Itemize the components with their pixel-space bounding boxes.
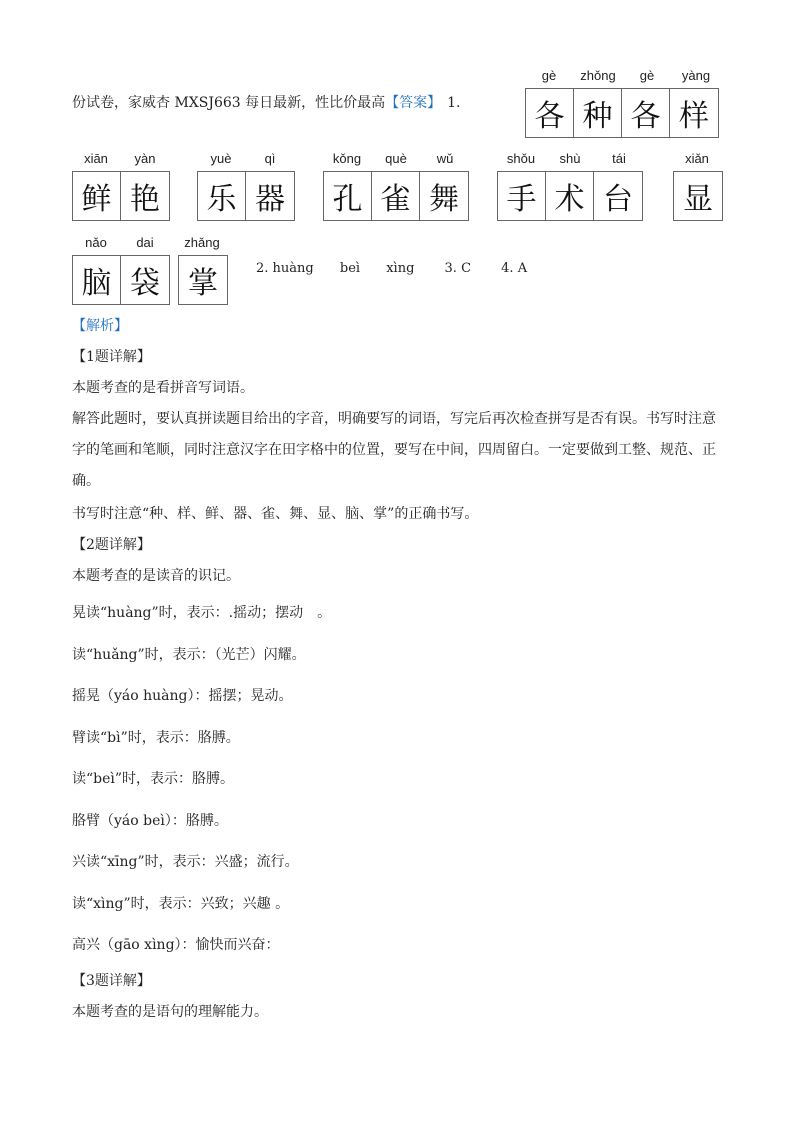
jiexi-heading: 【解析】 bbox=[72, 318, 128, 334]
text-line: 本题考查的是语句的理解能力。 bbox=[72, 1004, 268, 1020]
answer-q3: 3. C bbox=[444, 261, 472, 276]
char-cell: 术 bbox=[546, 172, 594, 220]
section-heading-2: 【2题详解】 bbox=[72, 537, 151, 553]
char-cell: 台 bbox=[603, 182, 633, 217]
pinyin: dai bbox=[136, 235, 154, 250]
char-box bbox=[72, 255, 170, 305]
char-box bbox=[178, 255, 228, 305]
text-line: 书写时注意“种、样、鲜、器、雀、舞、显、脑、掌”的正确书写。 bbox=[72, 506, 479, 522]
answer-q2-b: beì bbox=[339, 261, 361, 276]
pinyin: zhǒng bbox=[580, 68, 616, 83]
text-line: 本题考查的是读音的识记。 bbox=[72, 568, 240, 584]
char-cell: 显 bbox=[683, 182, 713, 217]
text-line: 兴读“xīng”时，表示：兴盛；流行。 bbox=[72, 854, 299, 870]
pinyin: yàng bbox=[681, 68, 711, 83]
pinyin: yàn bbox=[134, 151, 156, 166]
text-line: 摇晃（yáo huàng）：摇摆；晃动。 bbox=[72, 688, 293, 704]
char-cell: 种 bbox=[574, 89, 622, 137]
text-paragraph: 解答此题时，要认真拼读题目给出的字音，明确要写的词语，写完后再次检查拼写是否有误。书写时注意字的笔画和笔顺，同时注意汉字在田字格中的位置，要写在中间，四周留白。一定要做到工整、规范、正确。 bbox=[72, 411, 716, 489]
char-box bbox=[497, 171, 643, 221]
question-number: 1. bbox=[447, 95, 461, 111]
pinyin: tái bbox=[612, 151, 626, 166]
pinyin: shù bbox=[559, 151, 581, 166]
pinyin: nǎo bbox=[85, 235, 107, 250]
section-heading-1: 【1题详解】 bbox=[72, 349, 151, 365]
char-box bbox=[72, 171, 170, 221]
char-cell: 艳 bbox=[130, 182, 160, 217]
pinyin: kǒng bbox=[332, 151, 362, 166]
char-cell: 各 bbox=[526, 89, 574, 137]
pinyin: shǒu bbox=[506, 151, 536, 166]
pinyin: wǔ bbox=[436, 151, 454, 166]
char-cell: 鲜 bbox=[73, 172, 121, 220]
pinyin: xiān bbox=[84, 151, 108, 166]
char-cell: 各 bbox=[622, 89, 670, 137]
char-cell: 袋 bbox=[130, 266, 160, 301]
char-cell: 器 bbox=[255, 182, 285, 217]
pinyin: què bbox=[385, 151, 407, 166]
pinyin: yuè bbox=[210, 151, 232, 166]
header-line bbox=[72, 92, 461, 112]
answer-tag: 【答案】 bbox=[385, 95, 442, 111]
char-box bbox=[323, 171, 469, 221]
char-box bbox=[525, 88, 719, 138]
char-cell: 乐 bbox=[198, 172, 246, 220]
char-box bbox=[673, 171, 723, 221]
char-box bbox=[197, 171, 295, 221]
text-line: 本题考查的是看拼音写词语。 bbox=[72, 380, 254, 396]
text-line: 读“xìng”时，表示：兴致；兴趣 。 bbox=[72, 896, 290, 912]
char-cell: 雀 bbox=[372, 172, 420, 220]
char-cell: 脑 bbox=[73, 256, 121, 304]
text-line: 晃读“huàng”时，表示：.摇动；摆动 。 bbox=[72, 605, 332, 621]
pinyin: gè bbox=[541, 68, 557, 83]
char-cell: 样 bbox=[679, 99, 709, 134]
char-cell: 掌 bbox=[188, 266, 218, 301]
text-line: 胳臂（yáo beì）：胳膊。 bbox=[72, 813, 228, 829]
pinyin: gè bbox=[639, 68, 655, 83]
char-cell: 孔 bbox=[324, 172, 372, 220]
header-ad-text: 份试卷，家威杏 MXSJ663 每日最新，性比价最高 bbox=[72, 95, 386, 111]
answer-q4: 4. A bbox=[501, 261, 528, 276]
text-line: 高兴（gāo xìng）：愉快而兴奋： bbox=[72, 937, 280, 953]
text-line: 读“huǎng”时，表示：（光芒）闪耀。 bbox=[72, 647, 306, 663]
text-line: 臂读“bì”时，表示：胳膊。 bbox=[72, 730, 240, 746]
pinyin: zhǎng bbox=[184, 235, 220, 250]
answer-q2-c: xìng bbox=[386, 261, 415, 276]
short-answers bbox=[256, 261, 527, 276]
pinyin: xiǎn bbox=[685, 151, 709, 166]
answer-q2-a: 2. huàng bbox=[256, 261, 314, 276]
pinyin: qì bbox=[264, 151, 276, 166]
char-cell: 手 bbox=[498, 172, 546, 220]
section-heading-3: 【3题详解】 bbox=[72, 973, 151, 989]
char-cell: 舞 bbox=[429, 182, 459, 217]
text-line: 读“beì”时，表示：胳膊。 bbox=[72, 771, 235, 787]
